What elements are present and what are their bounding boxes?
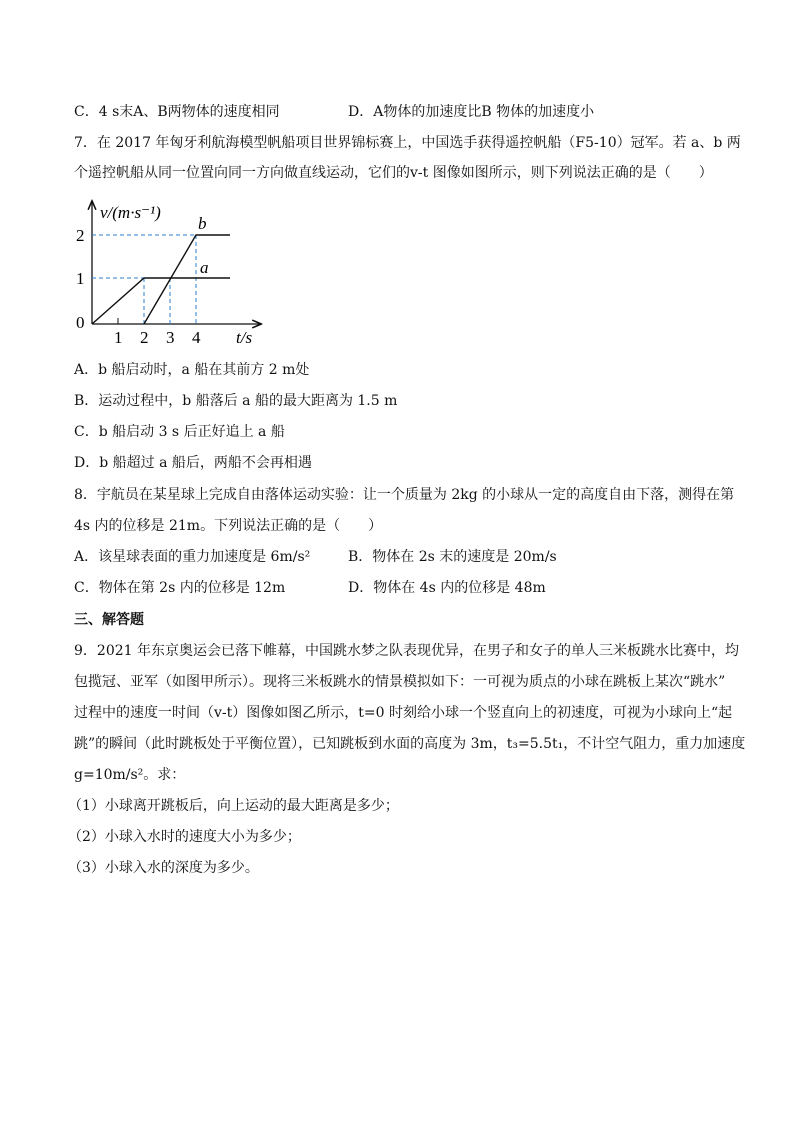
q9-stem-line2: 包揽冠、亚军（如图甲所示）。现将三米板跳水的情景模拟如下：一可视为质点的小球在跳板上某次“跳水” bbox=[74, 674, 726, 690]
q8-options-row2 bbox=[74, 578, 546, 598]
q7-option-d: D．b 船超过 a 船后，两船不会再相遇 bbox=[74, 455, 312, 471]
series-a-line bbox=[92, 278, 230, 324]
q7-option-c: C．b 船启动 3 s 后正好追上 a 船 bbox=[74, 424, 285, 440]
x-tick-2: 2 bbox=[140, 328, 149, 346]
q6-options-row bbox=[74, 102, 595, 122]
y-axis-label: v/(m·s⁻¹) bbox=[100, 203, 161, 222]
y-tick-1: 1 bbox=[76, 269, 85, 288]
vt-graph bbox=[70, 196, 270, 346]
q8-stem-line2: 4s 内的位移是 21m。下列说法正确的是（ ） bbox=[74, 518, 383, 534]
q7-option-b: B．运动过程中，b 船落后 a 船的最大距离为 1.5 m bbox=[74, 393, 398, 409]
series-a-label: a bbox=[200, 258, 209, 277]
vt-graph-svg bbox=[70, 196, 270, 346]
q9-stem-line1: 9．2021 年东京奥运会已落下帷幕，中国跳水梦之队表现优异，在男子和女子的单人三米板跳水比赛中，均 bbox=[74, 643, 739, 659]
q9-stem-line4: 跳”的瞬间（此时跳板处于平衡位置），已知跳板到水面的高度为 3m，t₃=5.5t₁，不计空气阻力，重力加速度 bbox=[74, 736, 746, 752]
q8-stem-line1: 8．宇航员在某星球上完成自由落体运动实验：让一个质量为 2kg 的小球从一定的高度自由下落，测得在第 bbox=[74, 487, 735, 503]
series-b-label: b bbox=[198, 214, 207, 233]
q7-stem-line1: 7．在 2017 年匈牙利航海模型帆船项目世界锦标赛上，中国选手获得遥控帆船（F5-10）冠军。若 a、b 两 bbox=[74, 135, 741, 151]
q9-sub-3: （3）小球入水的深度为多少。 bbox=[68, 860, 259, 876]
q8-option-b: B．物体在 2s 末的速度是 20m/s bbox=[348, 549, 557, 565]
x-tick-4: 4 bbox=[192, 328, 201, 346]
series-b-line bbox=[144, 235, 230, 324]
q9-sub-1: （1）小球离开跳板后，向上运动的最大距离是多少； bbox=[68, 798, 399, 814]
q6-option-c: C．4 s末A、B两物体的速度相同 bbox=[74, 104, 280, 120]
q8-options-row1 bbox=[74, 547, 557, 567]
q8-option-d: D．物体在 4s 内的位移是 48m bbox=[348, 580, 546, 596]
q7-option-a: A．b 船启动时，a 船在其前方 2 m处 bbox=[74, 362, 310, 378]
q8-option-c: C．物体在第 2s 内的位移是 12m bbox=[74, 580, 286, 596]
q7-stem-line2: 个遥控帆船从同一位置向同一方向做直线运动，它们的v-t 图像如图所示，则下列说法正确的是（ ） bbox=[74, 165, 713, 181]
origin-label: 0 bbox=[76, 313, 85, 332]
q8-option-a: A．该星球表面的重力加速度是 6m/s² bbox=[74, 549, 311, 565]
q9-stem-line5: g=10m/s²。求： bbox=[74, 767, 186, 783]
q9-stem-line3: 过程中的速度一时间（v-t）图像如图乙所示，t=0 时刻给小球一个竖直向上的初速度，可视为小球向上“起 bbox=[74, 705, 733, 721]
x-tick-1: 1 bbox=[114, 328, 123, 346]
section-title: 三、解答题 bbox=[74, 612, 144, 628]
x-tick-3: 3 bbox=[166, 328, 175, 346]
x-axis-label: t/s bbox=[236, 328, 253, 346]
q9-sub-2: （2）小球入水时的速度大小为多少； bbox=[68, 829, 301, 845]
q6-option-d: D．A物体的加速度比B 物体的加速度小 bbox=[348, 104, 595, 120]
y-tick-2: 2 bbox=[76, 226, 85, 245]
